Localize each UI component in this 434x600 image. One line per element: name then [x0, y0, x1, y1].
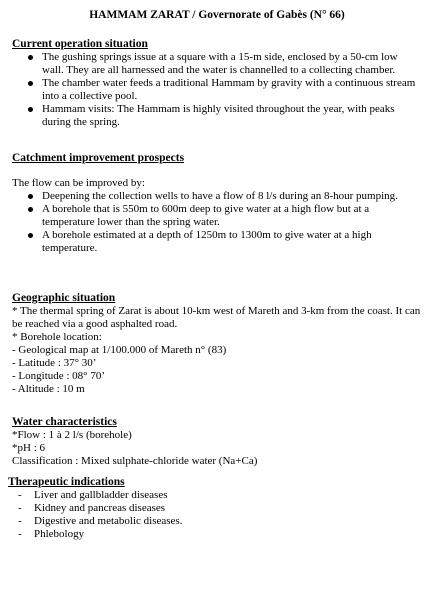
bullet-icon — [28, 107, 33, 112]
list-item: A borehole estimated at a depth of 1250m to 1300m to give water at a high temperature. — [12, 229, 422, 255]
current-operation-list — [12, 51, 422, 129]
water-line: *Flow : 1 à 2 l/s (borehole) — [12, 429, 132, 441]
bullet-icon — [28, 233, 33, 238]
geographic-line: * Borehole location: — [12, 331, 102, 343]
heading-catchment: Catchment improvement prospects — [12, 152, 185, 164]
heading-current-operation: Current operation situation — [12, 38, 148, 50]
list-item: - Kidney and pancreas diseases — [18, 502, 166, 514]
bullet-icon — [28, 194, 33, 199]
list-item: The chamber water feeds a traditional Hammam by gravity with a continuous stream into a collective pool. — [12, 77, 422, 103]
list-item: Deepening the collection wells to have a flow of 8 l/s during an 8-hour pumping. — [12, 190, 422, 203]
page-title: HAMMAM ZARAT / Governorate of Gabès (N° 66) — [89, 9, 345, 21]
geographic-line: - Latitude : 37° 30’ — [12, 357, 97, 369]
geographic-line: - Geological map at 1/100.000 of Mareth n° (83) — [12, 344, 227, 356]
list-item: A borehole that is 550m to 600m deep to give water at a high flow but at a temperature lower than the spring water. — [12, 203, 422, 229]
geographic-line: * The thermal spring of Zarat is about 10-km west of Mareth and 3-km from the coast. It can be reached via a good asphalted road. — [12, 305, 421, 330]
geographic-line: - Altitude : 10 m — [12, 383, 85, 395]
geographic-line: - Longitude : 08° 70’ — [12, 370, 105, 382]
list-item: - Liver and gallbladder diseases — [18, 489, 168, 501]
heading-geographic: Geographic situation — [12, 292, 116, 304]
list-item: The gushing springs issue at a square with a 15-m side, enclosed by a 50-cm low wall. They are all harnessed and the water is channelled to a collecting chamber. — [12, 51, 422, 77]
water-line: Classification : Mixed sulphate-chloride water (Na+Ca) — [12, 455, 258, 467]
therapeutic-list — [8, 489, 418, 541]
bullet-icon — [28, 207, 33, 212]
section-water — [12, 416, 422, 468]
bullet-icon — [28, 55, 33, 60]
section-catchment — [12, 152, 422, 255]
list-item: - Phlebology — [18, 528, 85, 540]
water-line: *pH : 6 — [12, 442, 45, 454]
list-item: Hammam visits: The Hammam is highly visited throughout the year, with peaks during the spring. — [12, 103, 422, 129]
list-item: - Digestive and metabolic diseases. — [18, 515, 183, 527]
section-geographic — [12, 292, 422, 396]
heading-water: Water characteristics — [12, 416, 117, 428]
catchment-list — [12, 190, 422, 255]
section-current-operation — [12, 38, 422, 129]
heading-therapeutic: Therapeutic indications — [8, 476, 125, 488]
catchment-intro: The flow can be improved by: — [12, 177, 145, 189]
section-therapeutic — [8, 476, 418, 541]
bullet-icon — [28, 81, 33, 86]
